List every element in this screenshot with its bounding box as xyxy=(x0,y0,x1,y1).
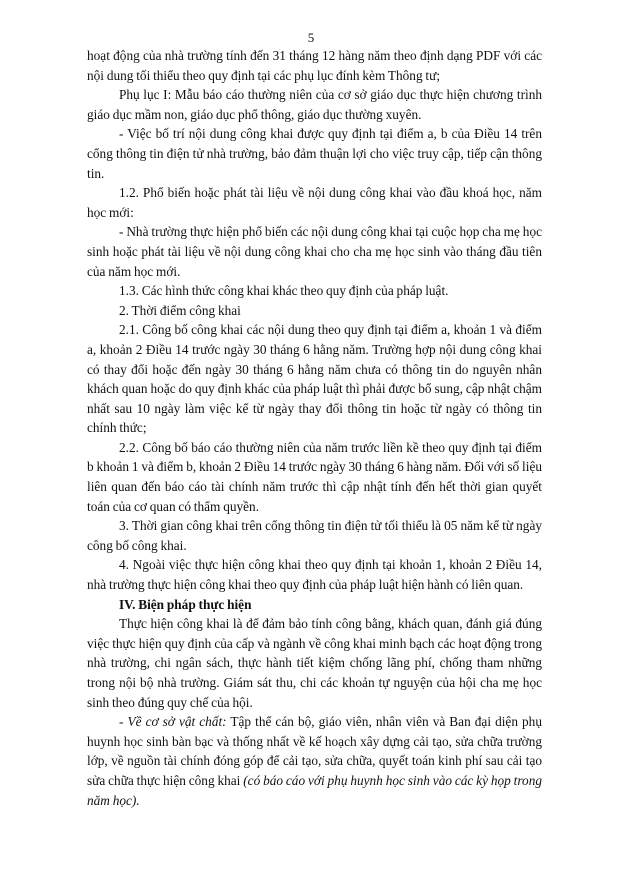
paragraph: 1.3. Các hình thức công khai khác theo quy định của pháp luật. xyxy=(119,283,449,299)
paragraph: 2.1. Công bố công khai các nội dung theo quy định tại điểm a, khoản 1 và điểm a, khoản 2 Điều 14 trước ngày 30 tháng 6 hằng năm. Trường hợp nội dung công khai có thay đổi hoặc đến ngày 30 tháng 6 hằng năm chưa có thông tin do nguyên nhân khách quan hoặc do quy định khác của pháp luật thì phải được bổ sung, cập nhật chậm nhất sau 10 ngày làm việc kể từ ngày thay đổi thông tin hoặc từ ngày có thông tin chính thức; xyxy=(87,322,542,436)
paragraph: 4. Ngoài việc thực hiện công khai theo quy định tại khoản 1, khoản 2 Điều 14, nhà trường thực hiện công khai theo quy định của pháp luật hiện hành có liên quan. xyxy=(87,557,542,593)
section-heading: IV. Biện pháp thực hiện xyxy=(119,596,252,612)
paragraph: hoạt động của nhà trường tính đến 31 tháng 12 hàng năm theo định dạng PDF với các nội dung tối thiểu theo quy định tại các phụ lục đính kèm Thông tư; xyxy=(87,48,542,83)
paragraph: - Việc bố trí nội dung công khai được quy định tại điểm a, b của Điều 14 trên cổng thông tin điện tử nhà trường, bảo đảm thuận lợi cho việc truy cập, tiếp cận thông tin. xyxy=(87,126,542,181)
paragraph: 1.2. Phổ biến hoặc phát tài liệu về nội dung công khai vào đầu khoá học, năm học mới: xyxy=(87,185,542,220)
paragraph: Phụ lục I: Mẫu báo cáo thường niên của cơ sở giáo dục thực hiện chương trình giáo dục mầm non, giáo dục phổ thông, giáo dục thường xuyên. xyxy=(87,87,542,122)
paragraph: - Nhà trường thực hiện phổ biến các nội dung công khai tại cuộc họp cha mẹ học sinh hoặc phát tài liệu về nội dung công khai cho cha mẹ học sinh vào tháng đầu tiên của năm học mới. xyxy=(87,224,542,279)
paragraph: 3. Thời gian công khai trên cổng thông tin điện tử tối thiểu là 05 năm kể từ ngày công bố công khai. xyxy=(87,518,542,553)
paragraph xyxy=(87,712,542,810)
paragraph: 2. Thời điểm công khai xyxy=(119,302,241,318)
italic-label: - Về cơ sở vật chất: xyxy=(119,714,227,730)
paragraph: Thực hiện công khai là để đảm bảo tính công bằng, khách quan, đánh giá đúng việc thực hiện quy định của cấp và ngành về công khai minh bạch các hoạt động trong nhà trường, chi ngân sách, thực hành tiết kiệm chống lãng phí, chống tham những trong nội bộ nhà trường. Giám sát thu, chi các khoản tự nguyện của hội cha mẹ học sinh theo đúng quy chế của hội. xyxy=(87,616,542,710)
italic-note: (có báo cáo với phụ huynh học sinh vào các kỳ họp trong năm học). xyxy=(87,772,542,808)
page-number: 5 xyxy=(307,30,315,45)
paragraph: 2.2. Công bố báo cáo thường niên của năm trước liền kề theo quy định tại điểm b khoản 1 và điểm b, khoản 2 Điều 14 trước ngày 30 tháng 6 hàng năm. Đối với số liệu liên quan đến báo cáo tài chính năm trước thì cập nhật tính đến hết thời gian quyết toán của cơ quan có thẩm quyền. xyxy=(87,439,542,514)
paragraph-text: Tập thể cán bộ, giáo viên, nhân viên và Ban đại diện phụ huynh học sinh bàn bạc và thống nhất về kế hoạch xây dựng cải tạo, sửa chữa trường lớp, về nguồn tài chính đóng góp để cải tạo, sửa chữa, quyết toán kinh phí sau cải tạo sửa chữa thực hiện công khai xyxy=(87,714,542,788)
document-body xyxy=(87,46,542,810)
